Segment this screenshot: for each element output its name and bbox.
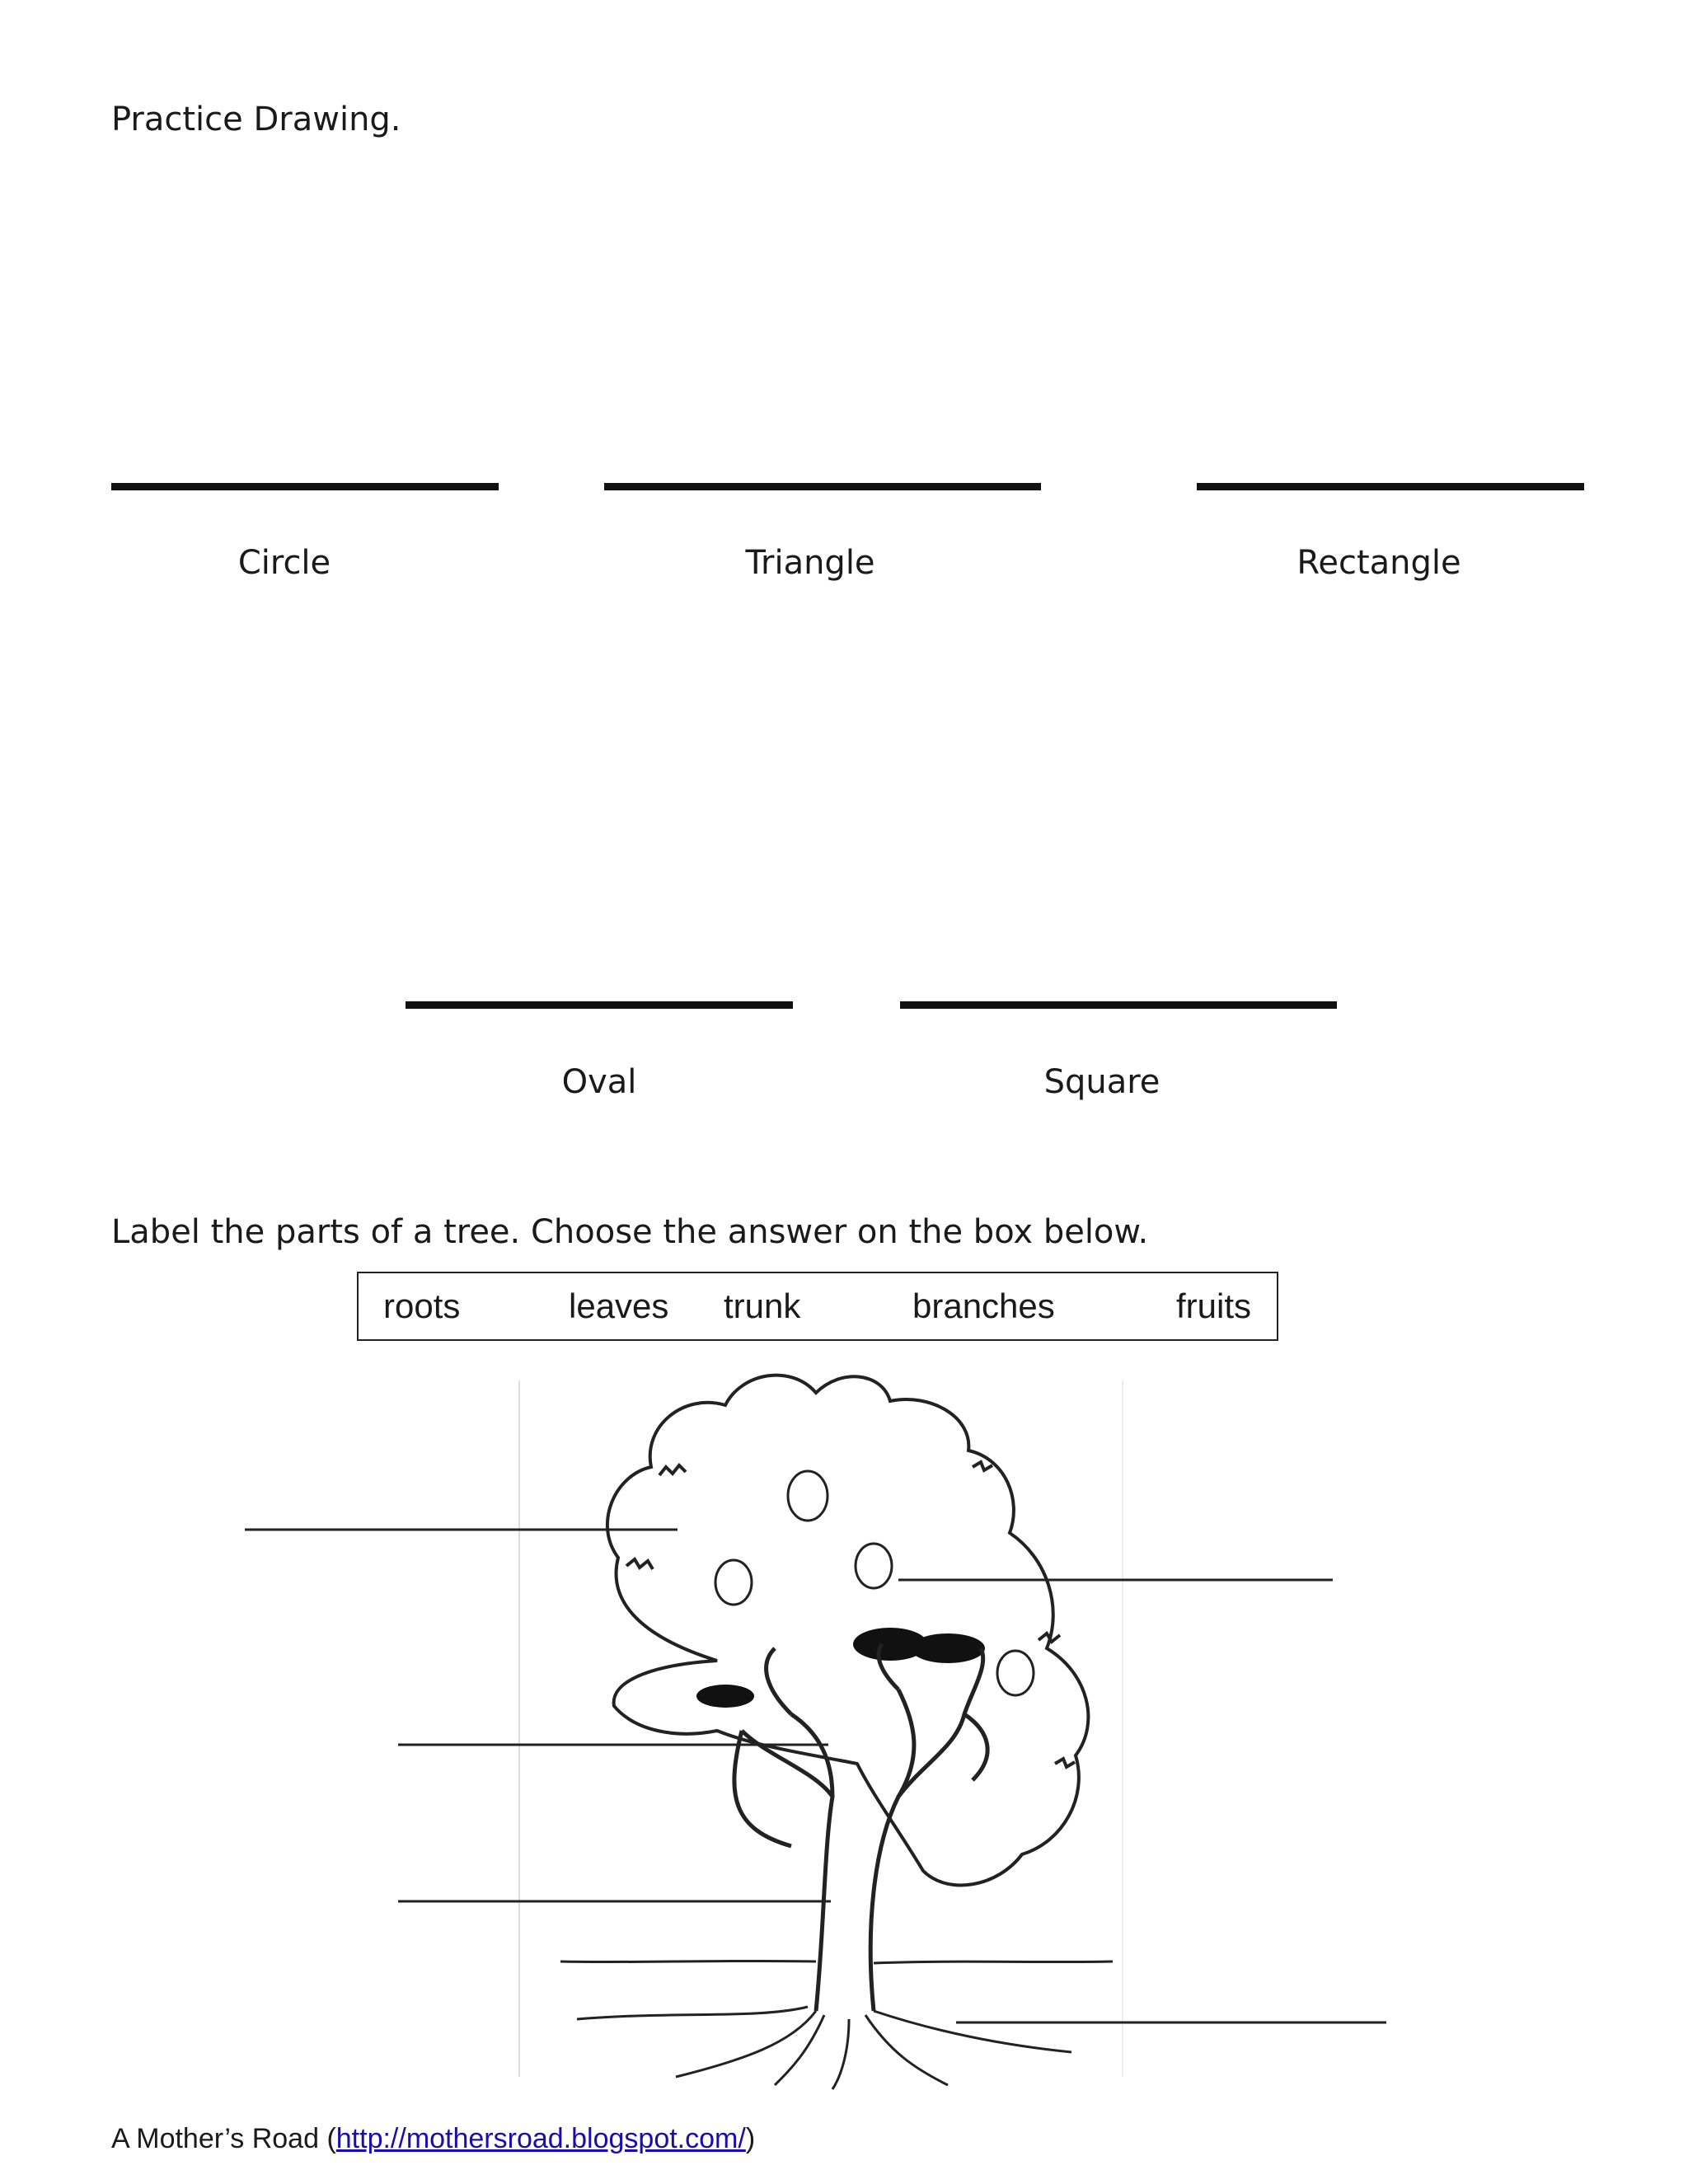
tree-trunk-and-branches xyxy=(734,1644,987,2011)
shape-label-rectangle: Rectangle xyxy=(1296,544,1461,582)
shape-label-triangle: Triangle xyxy=(745,544,875,582)
answer-line-triangle[interactable] xyxy=(604,483,1041,490)
tree-illustration xyxy=(0,1368,1688,2093)
answer-line-square[interactable] xyxy=(900,1001,1337,1009)
answer-line-rectangle[interactable] xyxy=(1197,483,1584,490)
answer-line-oval[interactable] xyxy=(406,1001,793,1009)
word-trunk: trunk xyxy=(724,1286,801,1325)
ground-and-roots xyxy=(560,1961,1113,2089)
drawing-heading: Practice Drawing. xyxy=(111,101,401,138)
footer xyxy=(111,2123,755,2155)
dark-foliage xyxy=(696,1628,985,1708)
label-lines xyxy=(245,1530,1386,2022)
tree-heading: Label the parts of a tree. Choose the answer on the box below. xyxy=(111,1213,1149,1251)
fruit-3 xyxy=(856,1544,892,1588)
footer-link[interactable]: http://mothersroad.blogspot.com/ xyxy=(335,2123,746,2154)
word-roots: roots xyxy=(383,1286,461,1325)
word-branches: branches xyxy=(912,1286,1055,1325)
footer-text: A Mother’s Road ( xyxy=(111,2123,336,2154)
footer-close: ) xyxy=(745,2123,756,2154)
fruits xyxy=(715,1471,1034,1695)
shape-label-oval: Oval xyxy=(561,1063,637,1101)
shape-label-square: Square xyxy=(1043,1063,1160,1101)
fruit-1 xyxy=(788,1471,828,1521)
fruit-4 xyxy=(997,1651,1034,1695)
tree-canopy xyxy=(607,1376,1088,1886)
fruit-2 xyxy=(715,1560,752,1605)
shape-label-circle: Circle xyxy=(237,544,331,582)
word-bank-box xyxy=(357,1272,1278,1341)
word-leaves: leaves xyxy=(569,1286,669,1325)
answer-line-circle[interactable] xyxy=(111,483,499,490)
word-fruits: fruits xyxy=(1176,1286,1252,1325)
